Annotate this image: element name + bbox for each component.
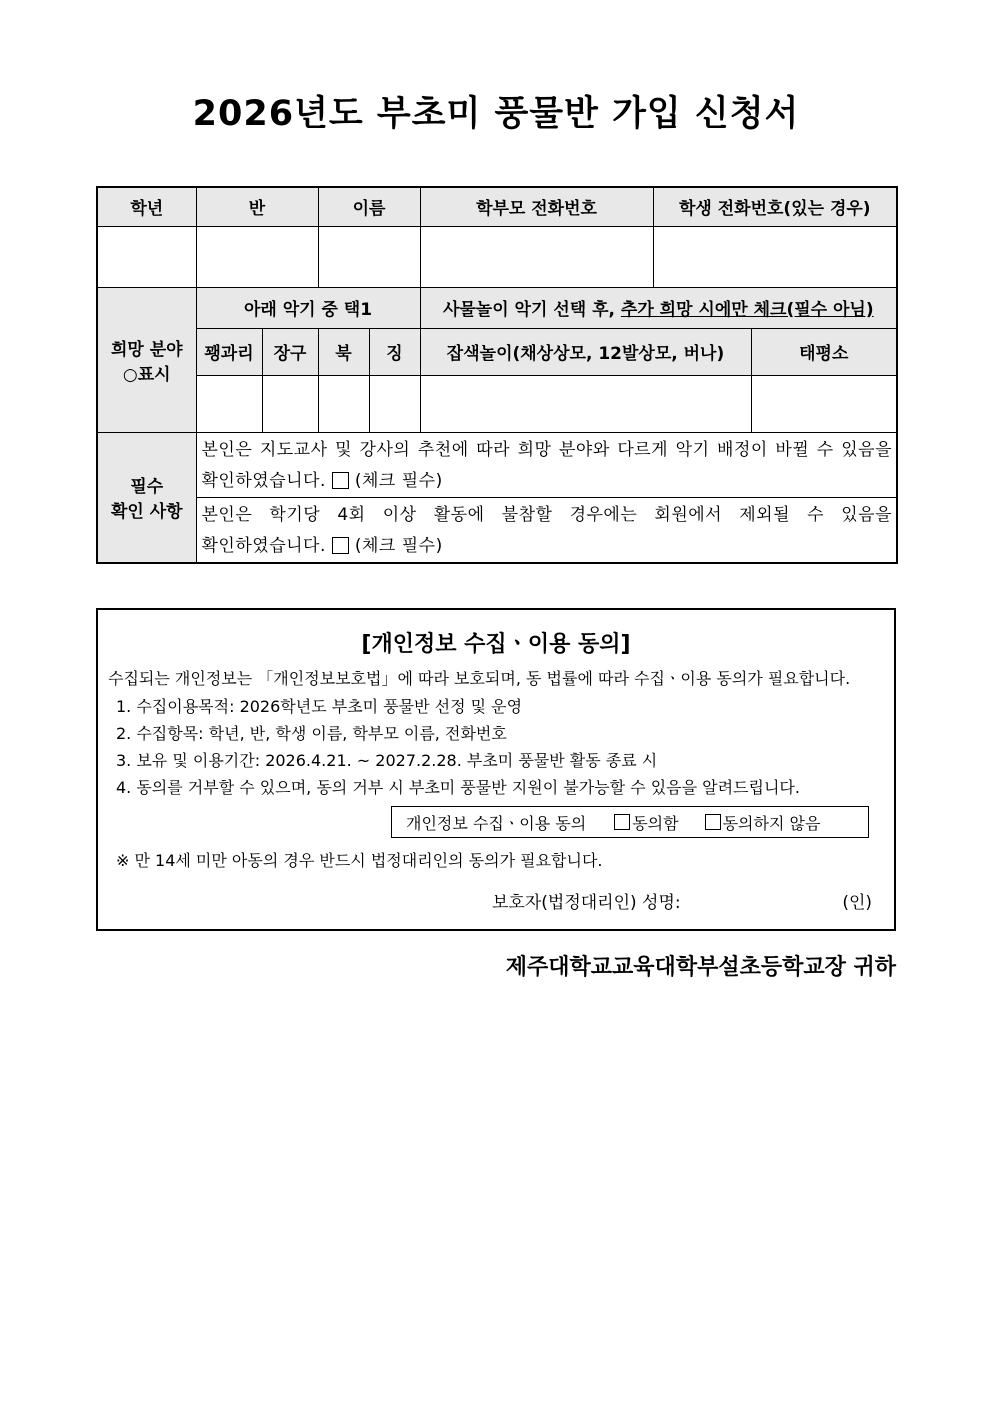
privacy-title: [개인정보 수집ㆍ이용 동의]	[361, 632, 631, 657]
privacy-item: 2. 수집항목: 학년, 반, 학생 이름, 학부모 이름, 전화번호	[116, 724, 507, 743]
parent-phone-field[interactable]	[420, 226, 653, 287]
header-name: 이름	[318, 187, 420, 226]
consent-label: 개인정보 수집ㆍ이용 동의	[406, 813, 587, 833]
header-class: 반	[196, 187, 318, 226]
instrument-buk: 북	[318, 328, 369, 375]
instrument-janggu: 장구	[262, 328, 318, 375]
privacy-consent-box	[96, 608, 896, 931]
confirm1-text: 본인은 지도교사 및 강사의 추천에 따라 희망 분야와 다르게 악기 배정이 바뀔 수 있음을 확인하였습니다.	[201, 439, 893, 491]
consent-choice	[391, 806, 869, 838]
header-grade: 학년	[97, 187, 196, 226]
kkwaenggwari-field[interactable]	[196, 375, 262, 432]
confirm-attendance	[196, 497, 897, 563]
samul-note-prefix: 사물놀이 악기 선택 후,	[442, 300, 621, 320]
confirm-assignment	[196, 432, 897, 497]
instrument-kkwaenggwari: 꽹과리	[196, 328, 262, 375]
header-parent-phone: 학부모 전화번호	[420, 187, 653, 226]
samul-note-underlined: 추가 희망 시에만 체크(필수 아님)	[620, 300, 874, 320]
confirm1-checkbox[interactable]	[332, 472, 349, 489]
instrument-jing: 징	[369, 328, 420, 375]
confirm1-check-note: (체크 필수)	[354, 470, 443, 491]
application-table	[96, 186, 898, 564]
seal-label: (인)	[842, 893, 872, 913]
disagree-label: 동의하지 않음	[722, 813, 821, 833]
privacy-intro: 수집되는 개인정보는 「개인정보보호법」에 따라 보호되며, 동 법률에 따라 수집ㆍ이용 동의가 필요합니다.	[108, 669, 851, 688]
minor-note: ※ 만 14세 미만 아동의 경우 반드시 법정대리인의 동의가 필요합니다.	[116, 851, 603, 870]
guardian-name-label: 보호자(법정대리인) 성명:	[492, 893, 681, 913]
agree-label: 동의함	[632, 813, 679, 833]
confirm2-checkbox[interactable]	[332, 537, 349, 554]
privacy-item: 1. 수집이용목적: 2026학년도 부초미 풍물반 선정 및 운영	[116, 697, 523, 716]
confirm2-text: 본인은 학기당 4회 이상 활동에 불참할 경우에는 회원에서 제외될 수 있음을 확인하였습니다.	[201, 504, 893, 556]
wish-label-line2: ○표시	[122, 364, 171, 385]
samul-note	[420, 287, 897, 328]
disagree-checkbox[interactable]	[705, 814, 721, 830]
confirm2-check-note: (체크 필수)	[354, 535, 443, 556]
taepyeongso-field[interactable]	[751, 375, 897, 432]
name-field[interactable]	[318, 226, 420, 287]
header-student-phone: 학생 전화번호(있는 경우)	[653, 187, 897, 226]
class-field[interactable]	[196, 226, 318, 287]
option-taepyeongso: 태평소	[751, 328, 897, 375]
required-label	[97, 432, 196, 563]
buk-field[interactable]	[318, 375, 369, 432]
agree-checkbox[interactable]	[614, 814, 630, 830]
required-label-line2: 확인 사항	[110, 502, 183, 522]
privacy-item: 4. 동의를 거부할 수 있으며, 동의 거부 시 부초미 풍물반 지원이 불가능할 수 있음을 알려드립니다.	[116, 778, 800, 797]
wish-label-line1: 희망 분야	[110, 339, 183, 360]
grade-field[interactable]	[97, 226, 196, 287]
required-label-line1: 필수	[130, 477, 164, 497]
privacy-item: 3. 보유 및 이용기간: 2026.4.21. ~ 2027.2.28. 부초미 풍물반 활동 종료 시	[116, 751, 658, 770]
option-japsaek: 잡색놀이(채상상모, 12발상모, 버나)	[420, 328, 751, 375]
choose-one-label: 아래 악기 중 택1	[196, 287, 420, 328]
addressee: 제주대학교교육대학부설초등학교장 귀하	[505, 955, 896, 980]
student-phone-field[interactable]	[653, 226, 897, 287]
page-title: 2026년도 부초미 풍물반 가입 신청서	[192, 94, 800, 134]
jing-field[interactable]	[369, 375, 420, 432]
janggu-field[interactable]	[262, 375, 318, 432]
wish-label	[97, 287, 196, 432]
japsaek-field[interactable]	[420, 375, 751, 432]
